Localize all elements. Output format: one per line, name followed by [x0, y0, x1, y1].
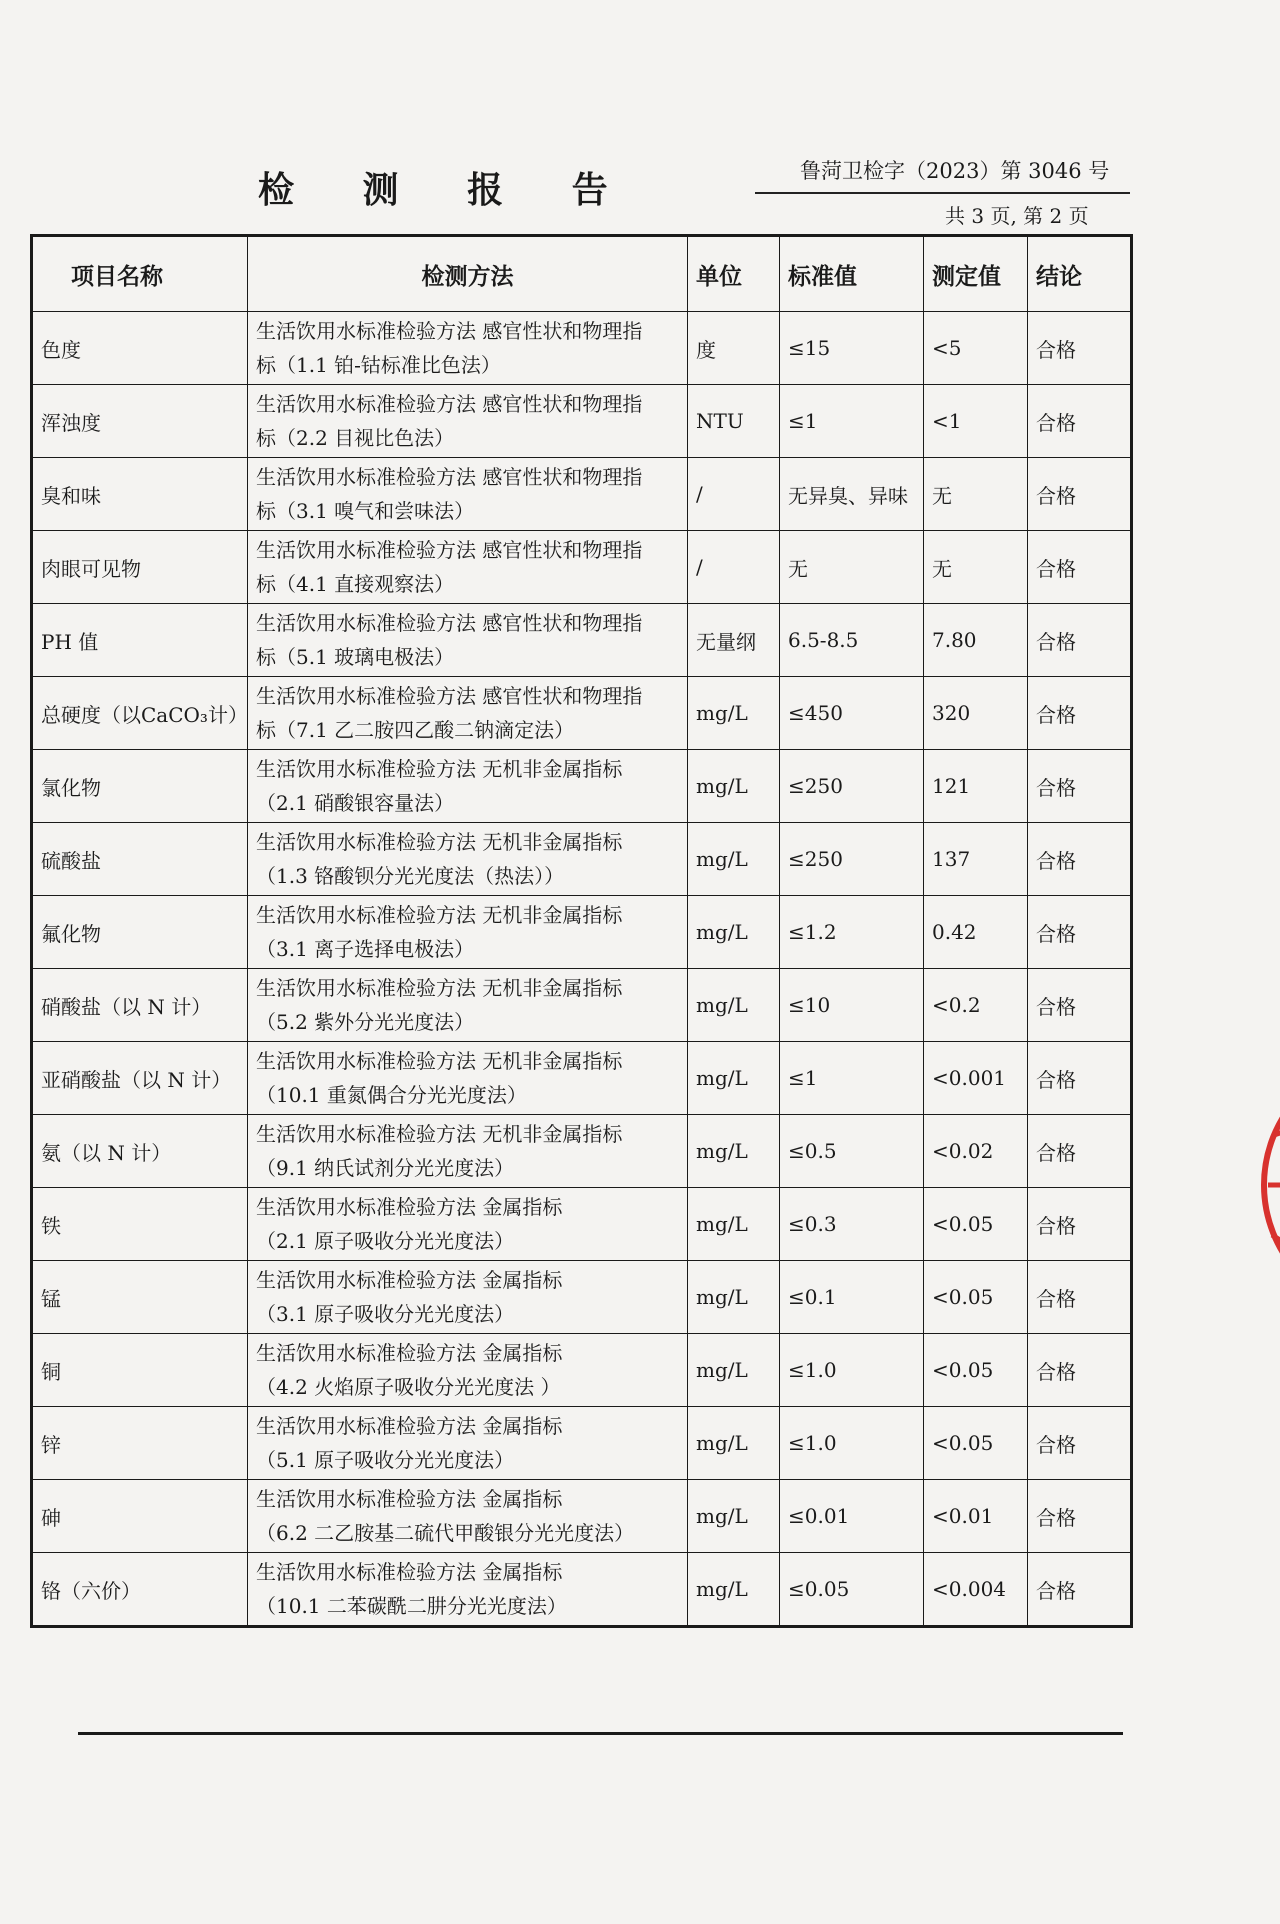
standard-value-cell: ≤0.1	[780, 1261, 924, 1334]
conclusion-cell: 合格	[1028, 823, 1132, 896]
method-line-2: 标（3.1 嗅气和尝味法）	[256, 499, 475, 523]
document-number: 鲁菏卫检字（2023）第 3046 号	[800, 159, 1110, 183]
table-row	[32, 750, 1132, 823]
table-row	[32, 458, 1132, 531]
standard-value-cell: ≤1.2	[780, 896, 924, 969]
method-cell	[248, 1407, 688, 1480]
measured-value-cell: <0.05	[924, 1188, 1028, 1261]
method-line-1: 生活饮用水标准检验方法 感官性状和物理指	[256, 465, 643, 489]
unit-cell: mg/L	[688, 896, 780, 969]
conclusion-cell: 合格	[1028, 1407, 1132, 1480]
standard-value-cell: ≤1.0	[780, 1334, 924, 1407]
standard-value-cell: ≤15	[780, 312, 924, 385]
method-cell	[248, 531, 688, 604]
table-row	[32, 312, 1132, 385]
method-line-1: 生活饮用水标准检验方法 无机非金属指标	[256, 1049, 623, 1073]
method-line-2: （6.2 二乙胺基二硫代甲酸银分光光度法）	[256, 1521, 635, 1545]
method-line-2: （5.1 原子吸收分光光度法）	[256, 1448, 515, 1472]
standard-value-cell: 无	[780, 531, 924, 604]
table-row	[32, 677, 1132, 750]
table-row	[32, 1115, 1132, 1188]
item-name-cell: 氯化物	[32, 750, 248, 823]
item-name-cell: 锰	[32, 1261, 248, 1334]
unit-cell: mg/L	[688, 1407, 780, 1480]
method-line-2: （10.1 二苯碳酰二肼分光光度法）	[256, 1594, 567, 1618]
measured-value-cell: 无	[924, 531, 1028, 604]
measured-value-cell: 121	[924, 750, 1028, 823]
header-rule	[755, 192, 1130, 194]
method-line-2: （3.1 原子吸收分光光度法）	[256, 1302, 515, 1326]
unit-cell: mg/L	[688, 1261, 780, 1334]
method-cell	[248, 458, 688, 531]
measured-value-cell: <0.01	[924, 1480, 1028, 1553]
standard-value-cell: 6.5-8.5	[780, 604, 924, 677]
method-cell	[248, 896, 688, 969]
method-line-2: 标（1.1 铂-钴标准比色法）	[256, 353, 501, 377]
method-cell	[248, 385, 688, 458]
method-line-1: 生活饮用水标准检验方法 无机非金属指标	[256, 903, 623, 927]
col-header-result: 结论	[1028, 236, 1132, 312]
method-cell	[248, 823, 688, 896]
method-cell	[248, 312, 688, 385]
report-title: 检 测 报 告	[258, 170, 636, 211]
results-table	[30, 234, 1133, 1628]
item-name-cell: 砷	[32, 1480, 248, 1553]
method-line-1: 生活饮用水标准检验方法 金属指标	[256, 1414, 563, 1438]
unit-cell: mg/L	[688, 1553, 780, 1627]
method-cell	[248, 969, 688, 1042]
item-name-cell: 氟化物	[32, 896, 248, 969]
method-line-2: 标（4.1 直接观察法）	[256, 572, 455, 596]
table-row	[32, 1334, 1132, 1407]
measured-value-cell: <0.05	[924, 1261, 1028, 1334]
measured-value-cell: <0.004	[924, 1553, 1028, 1627]
table-row	[32, 604, 1132, 677]
col-header-standard: 标准值	[780, 236, 924, 312]
standard-value-cell: ≤250	[780, 750, 924, 823]
measured-value-cell: 7.80	[924, 604, 1028, 677]
standard-value-cell: ≤10	[780, 969, 924, 1042]
unit-cell: /	[688, 458, 780, 531]
item-name-cell: 肉眼可见物	[32, 531, 248, 604]
method-cell	[248, 1261, 688, 1334]
item-name-cell: PH 值	[32, 604, 248, 677]
standard-value-cell: ≤0.3	[780, 1188, 924, 1261]
standard-value-cell: ≤0.05	[780, 1553, 924, 1627]
table-row	[32, 1553, 1132, 1627]
unit-cell: mg/L	[688, 969, 780, 1042]
item-name-cell: 总硬度（以CaCO₃计）	[32, 677, 248, 750]
standard-value-cell: ≤450	[780, 677, 924, 750]
conclusion-cell: 合格	[1028, 1553, 1132, 1627]
table-row	[32, 1188, 1132, 1261]
method-line-2: （5.2 紫外分光光度法）	[256, 1010, 475, 1034]
conclusion-cell: 合格	[1028, 458, 1132, 531]
conclusion-cell: 合格	[1028, 1042, 1132, 1115]
conclusion-cell: 合格	[1028, 1115, 1132, 1188]
table-row	[32, 531, 1132, 604]
method-line-1: 生活饮用水标准检验方法 金属指标	[256, 1341, 563, 1365]
measured-value-cell: <0.2	[924, 969, 1028, 1042]
item-name-cell: 铁	[32, 1188, 248, 1261]
method-line-1: 生活饮用水标准检验方法 无机非金属指标	[256, 976, 623, 1000]
col-header-name: 项目名称	[32, 236, 248, 312]
conclusion-cell: 合格	[1028, 385, 1132, 458]
method-line-1: 生活饮用水标准检验方法 感官性状和物理指	[256, 392, 643, 416]
item-name-cell: 浑浊度	[32, 385, 248, 458]
method-line-1: 生活饮用水标准检验方法 无机非金属指标	[256, 1122, 623, 1146]
method-line-1: 生活饮用水标准检验方法 金属指标	[256, 1560, 563, 1584]
table-row	[32, 1480, 1132, 1553]
unit-cell: mg/L	[688, 823, 780, 896]
standard-value-cell: ≤1	[780, 1042, 924, 1115]
col-header-method: 检测方法	[248, 236, 688, 312]
col-header-measured: 测定值	[924, 236, 1028, 312]
method-line-2: （2.1 硝酸银容量法）	[256, 791, 455, 815]
unit-cell: NTU	[688, 385, 780, 458]
unit-cell: mg/L	[688, 1480, 780, 1553]
unit-cell: mg/L	[688, 1042, 780, 1115]
method-line-2: （4.2 火焰原子吸收分光光度法 ）	[256, 1375, 561, 1399]
method-line-2: 标（2.2 目视比色法）	[256, 426, 455, 450]
method-line-2: 标（7.1 乙二胺四乙酸二钠滴定法）	[256, 718, 575, 742]
method-line-1: 生活饮用水标准检验方法 感官性状和物理指	[256, 319, 643, 343]
method-cell	[248, 1480, 688, 1553]
method-line-2: （3.1 离子选择电极法）	[256, 937, 475, 961]
item-name-cell: 臭和味	[32, 458, 248, 531]
measured-value-cell: 320	[924, 677, 1028, 750]
page-info: 共 3 页, 第 2 页	[945, 204, 1089, 228]
conclusion-cell: 合格	[1028, 896, 1132, 969]
measured-value-cell: 无	[924, 458, 1028, 531]
measured-value-cell: 0.42	[924, 896, 1028, 969]
method-line-2: （2.1 原子吸收分光光度法）	[256, 1229, 515, 1253]
conclusion-cell: 合格	[1028, 312, 1132, 385]
footer-rule	[78, 1732, 1123, 1735]
method-line-1: 生活饮用水标准检验方法 无机非金属指标	[256, 757, 623, 781]
method-line-2: （10.1 重氮偶合分光光度法）	[256, 1083, 527, 1107]
method-line-1: 生活饮用水标准检验方法 金属指标	[256, 1268, 563, 1292]
measured-value-cell: <0.001	[924, 1042, 1028, 1115]
method-line-2: （9.1 纳氏试剂分光光度法）	[256, 1156, 515, 1180]
method-line-1: 生活饮用水标准检验方法 无机非金属指标	[256, 830, 623, 854]
table-row	[32, 1261, 1132, 1334]
table-row	[32, 1042, 1132, 1115]
item-name-cell: 硫酸盐	[32, 823, 248, 896]
item-name-cell: 色度	[32, 312, 248, 385]
conclusion-cell: 合格	[1028, 1334, 1132, 1407]
measured-value-cell: <1	[924, 385, 1028, 458]
method-line-2: （1.3 铬酸钡分光光度法（热法））	[256, 864, 565, 888]
method-cell	[248, 1334, 688, 1407]
conclusion-cell: 合格	[1028, 531, 1132, 604]
table-row	[32, 969, 1132, 1042]
unit-cell: mg/L	[688, 750, 780, 823]
item-name-cell: 铬（六价）	[32, 1553, 248, 1627]
item-name-cell: 铜	[32, 1334, 248, 1407]
standard-value-cell: 无异臭、异味	[780, 458, 924, 531]
method-line-1: 生活饮用水标准检验方法 金属指标	[256, 1195, 563, 1219]
col-header-unit: 单位	[688, 236, 780, 312]
conclusion-cell: 合格	[1028, 604, 1132, 677]
measured-value-cell: <5	[924, 312, 1028, 385]
standard-value-cell: ≤0.5	[780, 1115, 924, 1188]
measured-value-cell: <0.05	[924, 1334, 1028, 1407]
table-row	[32, 1407, 1132, 1480]
unit-cell: /	[688, 531, 780, 604]
conclusion-cell: 合格	[1028, 1188, 1132, 1261]
unit-cell: mg/L	[688, 1188, 780, 1261]
method-cell	[248, 750, 688, 823]
measured-value-cell: <0.05	[924, 1407, 1028, 1480]
conclusion-cell: 合格	[1028, 750, 1132, 823]
standard-value-cell: ≤0.01	[780, 1480, 924, 1553]
method-cell	[248, 1553, 688, 1627]
unit-cell: 无量纲	[688, 604, 780, 677]
method-line-1: 生活饮用水标准检验方法 感官性状和物理指	[256, 684, 643, 708]
table-row	[32, 823, 1132, 896]
measured-value-cell: 137	[924, 823, 1028, 896]
method-cell	[248, 1042, 688, 1115]
table-row	[32, 385, 1132, 458]
measured-value-cell: <0.02	[924, 1115, 1028, 1188]
item-name-cell: 锌	[32, 1407, 248, 1480]
standard-value-cell: ≤250	[780, 823, 924, 896]
standard-value-cell: ≤1.0	[780, 1407, 924, 1480]
unit-cell: mg/L	[688, 1334, 780, 1407]
method-cell	[248, 604, 688, 677]
conclusion-cell: 合格	[1028, 1261, 1132, 1334]
method-line-1: 生活饮用水标准检验方法 感官性状和物理指	[256, 611, 643, 635]
method-line-1: 生活饮用水标准检验方法 感官性状和物理指	[256, 538, 643, 562]
method-line-2: 标（5.1 玻璃电极法）	[256, 645, 455, 669]
item-name-cell: 硝酸盐（以 N 计）	[32, 969, 248, 1042]
method-cell	[248, 1115, 688, 1188]
table-header-row	[32, 236, 1132, 312]
standard-value-cell: ≤1	[780, 385, 924, 458]
item-name-cell: 亚硝酸盐（以 N 计）	[32, 1042, 248, 1115]
conclusion-cell: 合格	[1028, 1480, 1132, 1553]
table-row	[32, 896, 1132, 969]
unit-cell: 度	[688, 312, 780, 385]
unit-cell: mg/L	[688, 677, 780, 750]
conclusion-cell: 合格	[1028, 969, 1132, 1042]
official-seal-stamp	[1244, 1045, 1280, 1325]
method-cell	[248, 1188, 688, 1261]
item-name-cell: 氨（以 N 计）	[32, 1115, 248, 1188]
unit-cell: mg/L	[688, 1115, 780, 1188]
conclusion-cell: 合格	[1028, 677, 1132, 750]
method-line-1: 生活饮用水标准检验方法 金属指标	[256, 1487, 563, 1511]
method-cell	[248, 677, 688, 750]
